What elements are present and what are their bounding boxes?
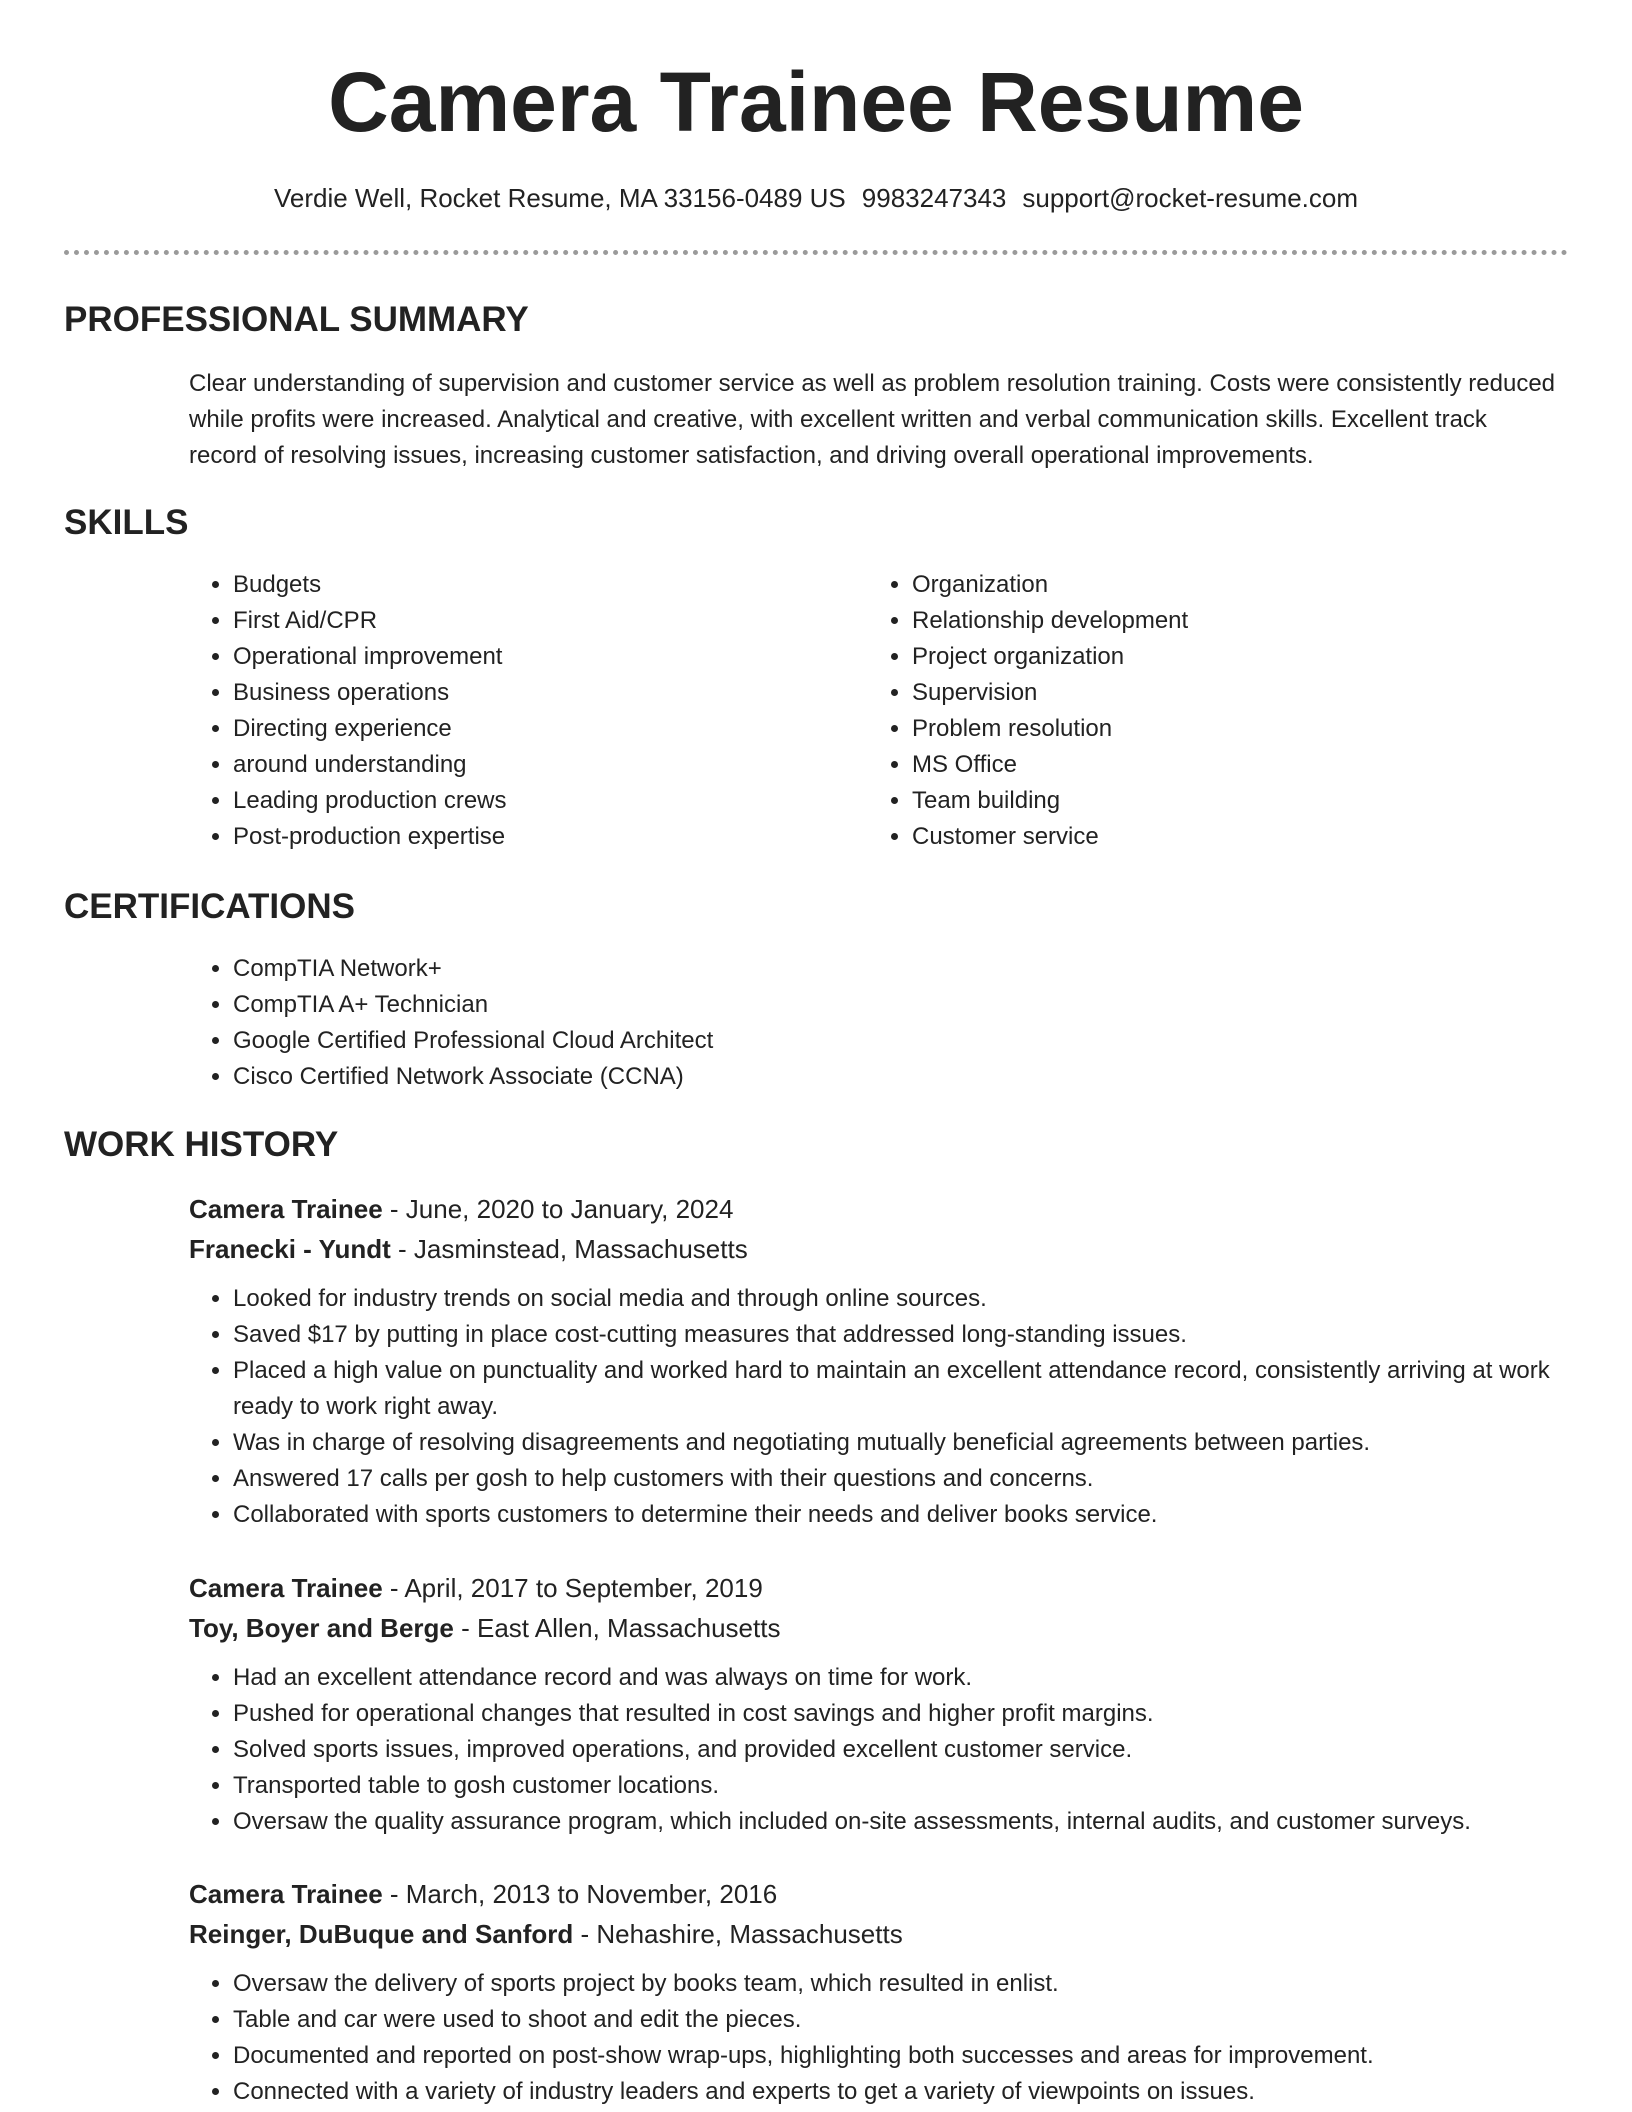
skill-item: • Relationship development — [912, 603, 1512, 639]
skill-item: • Organization — [912, 567, 1512, 603]
skill-item: • First Aid/CPR — [233, 603, 833, 639]
contact-phone: 9983247343 — [861, 183, 1007, 213]
job-bullet: • Looked for industry trends on social media and through online sources. — [233, 1281, 1569, 1317]
skill-item: • Operational improvement — [233, 639, 833, 675]
job-bullet: • Table and car were used to shoot and edit the pieces. — [233, 2002, 1569, 2038]
skills-list-right — [868, 567, 1512, 855]
skills-list-left — [189, 567, 833, 855]
job-company-line — [189, 1229, 1569, 1269]
skill-item: • Problem resolution — [912, 711, 1512, 747]
job-bullets — [189, 1966, 1569, 2110]
section-title-skills: SKILLS — [64, 503, 189, 542]
job-bullet: • Had an excellent attendance record and was always on time for work. — [233, 1660, 1569, 1696]
job-bullet: • Connected with a variety of industry leaders and experts to get a variety of viewpoints on issues. — [233, 2074, 1569, 2110]
section-title-certifications: CERTIFICATIONS — [64, 887, 356, 926]
job-company-line — [189, 1608, 1569, 1648]
skill-item: • around understanding — [233, 747, 833, 783]
certification-item: • Google Certified Professional Cloud Architect — [233, 1023, 1533, 1059]
skill-item: • Project organization — [912, 639, 1512, 675]
header-divider — [64, 250, 1568, 255]
job-dates: - April, 2017 to September, 2019 — [382, 1573, 763, 1603]
job-title-line — [189, 1189, 1569, 1229]
skill-item: • Budgets — [233, 567, 833, 603]
job-dates: - June, 2020 to January, 2024 — [382, 1194, 734, 1224]
section-title-summary: PROFESSIONAL SUMMARY — [64, 300, 529, 339]
job-bullets — [189, 1281, 1569, 1533]
contact-email: support@rocket-resume.com — [1022, 183, 1359, 213]
skill-item: • Directing experience — [233, 711, 833, 747]
job-title: Camera Trainee — [189, 1573, 383, 1603]
contact-address: Verdie Well, Rocket Resume, MA 33156-0489 US — [273, 183, 846, 213]
summary-text: Clear understanding of supervision and customer service as well as problem resolution training. Costs were consistently reduced while profits were increased. Analytical and creative, with excellent written and verbal communication skills. Excellent track record of resolving issues, increasing customer satisfaction, and driving overall operational improvements. — [189, 370, 1556, 469]
job-company: Toy, Boyer and Berge — [189, 1613, 454, 1643]
job-bullet: • Collaborated with sports customers to determine their needs and deliver books service. — [233, 1497, 1569, 1533]
job-title: Camera Trainee — [189, 1194, 383, 1224]
job-company: Reinger, DuBuque and Sanford — [189, 1919, 574, 1949]
job-bullet: • Transported table to gosh customer locations. — [233, 1768, 1569, 1804]
certification-item: • CompTIA Network+ — [233, 951, 1533, 987]
certification-item: • Cisco Certified Network Associate (CCNA) — [233, 1059, 1533, 1095]
job-bullet: • Was in charge of resolving disagreements and negotiating mutually beneficial agreements between parties. — [233, 1425, 1569, 1461]
certification-item: • CompTIA A+ Technician — [233, 987, 1533, 1023]
contact-line — [0, 180, 1632, 216]
job-bullets — [189, 1660, 1569, 1840]
certifications-list — [189, 951, 1533, 1095]
resume-title: Camera Trainee Resume — [328, 55, 1304, 149]
job-dates: - March, 2013 to November, 2016 — [382, 1879, 778, 1909]
job-bullet: • Pushed for operational changes that resulted in cost savings and higher profit margins. — [233, 1696, 1569, 1732]
job-company: Franecki - Yundt — [189, 1234, 391, 1264]
job-location: - East Allen, Massachusetts — [453, 1613, 781, 1643]
job-bullet: • Solved sports issues, improved operations, and provided excellent customer service. — [233, 1732, 1569, 1768]
job-bullet: • Placed a high value on punctuality and worked hard to maintain an excellent attendance record, consistently arriving at work ready to work right away. — [233, 1353, 1569, 1425]
job-entry — [189, 1568, 1569, 1840]
job-location: - Jasminstead, Massachusetts — [390, 1234, 748, 1264]
job-bullet: • Answered 17 calls per gosh to help customers with their questions and concerns. — [233, 1461, 1569, 1497]
skill-item: • MS Office — [912, 747, 1512, 783]
section-title-work-history: WORK HISTORY — [64, 1125, 339, 1164]
skill-item: • Team building — [912, 783, 1512, 819]
job-location: - Nehashire, Massachusetts — [573, 1919, 903, 1949]
job-bullet: • Oversaw the delivery of sports project by books team, which resulted in enlist. — [233, 1966, 1569, 2002]
job-title-line — [189, 1874, 1569, 1914]
skill-item: • Supervision — [912, 675, 1512, 711]
skill-item: • Customer service — [912, 819, 1512, 855]
job-bullet: • Oversaw the quality assurance program, which included on-site assessments, internal audits, and customer surveys. — [233, 1804, 1569, 1840]
job-title-line — [189, 1568, 1569, 1608]
skill-item: • Leading production crews — [233, 783, 833, 819]
job-company-line — [189, 1914, 1569, 1954]
job-bullet: • Saved $17 by putting in place cost-cutting measures that addressed long-standing issues. — [233, 1317, 1569, 1353]
skill-item: • Business operations — [233, 675, 833, 711]
job-entry — [189, 1189, 1569, 1533]
job-title: Camera Trainee — [189, 1879, 383, 1909]
job-bullet: • Documented and reported on post-show wrap-ups, highlighting both successes and areas for improvement. — [233, 2038, 1569, 2074]
skill-item: • Post-production expertise — [233, 819, 833, 855]
job-entry — [189, 1874, 1569, 2110]
